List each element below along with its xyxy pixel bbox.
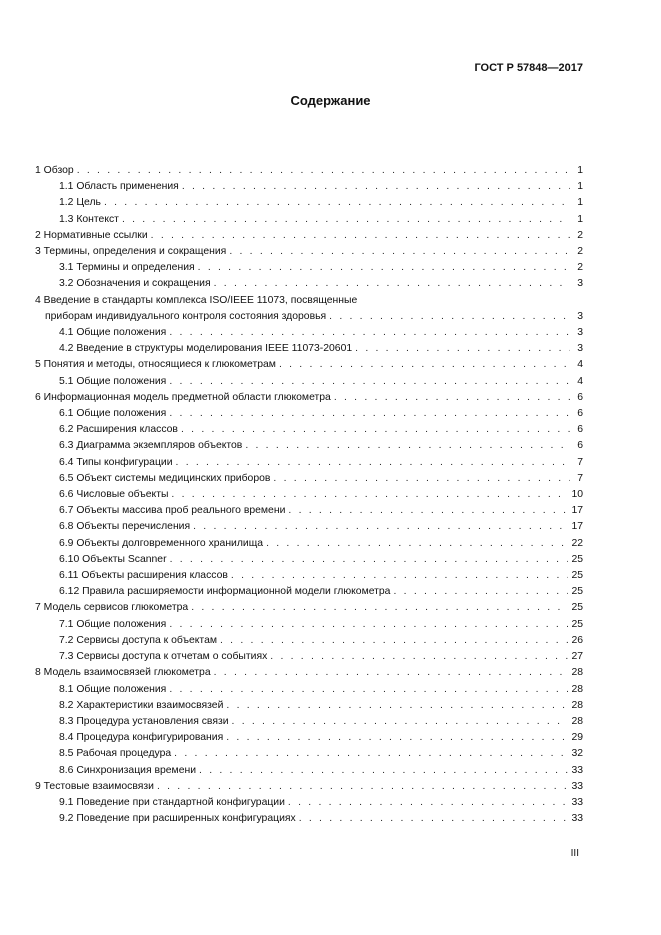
toc-entry[interactable] [35,325,583,341]
toc-entry-page: 6 [577,391,583,403]
toc-entry-page: 25 [571,586,583,598]
toc-entry-page: 25 [571,570,583,582]
toc-entry[interactable] [35,390,583,406]
dot-leader [169,406,570,422]
toc-entry[interactable] [35,698,583,714]
dot-leader [171,487,568,503]
toc-entry-page: 1 [577,213,583,225]
dot-leader [182,179,570,195]
toc-entry[interactable] [35,406,583,422]
toc-entry-page: 25 [571,602,583,614]
toc-entry-title: 9.2 Поведение при расширенных конфигурациях [59,813,296,825]
toc-entry-page: 33 [571,764,583,776]
toc-entry-page: 4 [577,375,583,387]
toc-entry-page: 17 [571,505,583,517]
toc-entry-page: 1 [577,197,583,209]
toc-entry-title: 7.2 Сервисы доступа к объектам [59,634,217,646]
toc-entry[interactable] [35,357,583,373]
toc-entry[interactable] [35,260,583,276]
dot-leader [198,260,570,276]
dot-leader [169,374,570,390]
toc-entry[interactable] [35,665,583,681]
toc-entry-page: 3 [577,278,583,290]
toc-entry-title: 2 Нормативные ссылки [35,229,148,241]
toc-entry-title: 1.2 Цель [59,197,101,209]
toc-entry-title: 6.1 Общие положения [59,408,167,420]
toc-entry-title: 1.1 Область применения [59,181,179,193]
toc-entry-page: 33 [571,780,583,792]
toc-entry[interactable] [35,195,583,211]
dot-leader [122,212,570,228]
dot-leader [288,503,568,519]
dot-leader [181,422,570,438]
toc-entry[interactable] [35,746,583,762]
toc-entry-title: 6.4 Типы конфигурации [59,456,173,468]
toc-entry-multiline[interactable] [35,293,583,325]
dot-leader [193,519,568,535]
toc-entry-title: 8.4 Процедура конфигурирования [59,732,224,744]
toc-entry-page: 1 [577,181,583,193]
toc-entry[interactable] [35,179,583,195]
toc-entry-title: 6.9 Объекты долговременного хранилища [59,537,264,549]
toc-entry-title: 5 Понятия и методы, относящиеся к глюкометрам [35,359,276,371]
page-number: III [570,848,579,859]
dot-leader [270,649,568,665]
dot-leader [151,228,570,244]
table-of-contents [35,163,583,827]
dot-leader [334,390,570,406]
dot-leader [174,746,568,762]
toc-entry[interactable] [35,714,583,730]
dot-leader [104,195,570,211]
toc-entry-title: 6.11 Объекты расширения классов [59,570,228,582]
toc-entry[interactable] [35,212,583,228]
toc-entry-title: 7 Модель сервисов глюкометра [35,602,189,614]
toc-entry-title: 3 Термины, определения и сокращения [35,246,227,258]
toc-entry-page: 1 [577,165,583,176]
toc-entry-page: 25 [571,618,583,630]
toc-entry-page: 33 [571,796,583,808]
dot-leader [169,682,568,698]
toc-entry-page: 29 [571,732,583,744]
toc-entry[interactable] [35,552,583,568]
dot-leader [191,600,568,616]
dot-leader [273,471,570,487]
toc-entry[interactable] [35,617,583,633]
dot-leader [169,617,568,633]
toc-entry-page: 6 [577,440,583,452]
toc-entry[interactable] [35,422,583,438]
toc-entry-title: 8.2 Характеристики взаимосвязей [59,699,224,711]
toc-entry-page: 26 [571,634,583,646]
document-header: ГОСТ Р 57848—2017 [474,62,583,74]
dot-leader [329,309,570,325]
dot-leader [229,244,570,260]
toc-entry-page: 28 [571,715,583,727]
toc-entry-page: 28 [571,683,583,695]
toc-entry[interactable] [35,649,583,665]
toc-entry-page: 3 [577,310,583,322]
toc-entry-title: 6.5 Объект системы медицинских приборов [59,472,271,484]
toc-entry-title: 8 Модель взаимосвязей глюкометра [35,667,211,679]
dot-leader [393,584,568,600]
toc-entry-page: 3 [577,327,583,339]
toc-entry-page: 2 [577,246,583,258]
toc-entry[interactable] [35,763,583,779]
toc-entry-title: 4 Введение в стандарты комплекса ISO/IEEE 11073, посвященные [35,294,358,306]
dot-leader [266,536,568,552]
dot-leader [77,163,570,179]
toc-entry-page: 7 [577,472,583,484]
dot-leader [288,795,569,811]
toc-entry-page: 27 [571,651,583,663]
toc-entry-page: 32 [571,748,583,760]
dot-leader [170,552,569,568]
toc-entry-page: 25 [571,553,583,565]
toc-entry-title: 3.1 Термины и определения [59,262,195,274]
toc-entry-title: 8.3 Процедура установления связи [59,715,229,727]
toc-entry-title: 7.3 Сервисы доступа к отчетам о событиях [59,651,268,663]
toc-entry[interactable] [35,779,583,795]
dot-leader [157,779,568,795]
toc-entry[interactable] [35,633,583,649]
dot-leader [245,438,570,454]
toc-entry-title: 6.2 Расширения классов [59,424,178,436]
toc-entry-title: 1.3 Контекст [59,213,119,225]
toc-entry-title: 6.6 Числовые объекты [59,489,169,501]
toc-entry-title: 8.5 Рабочая процедура [59,748,172,760]
toc-entry[interactable] [35,600,583,616]
dot-leader [231,568,569,584]
toc-entry-title: 3.2 Обозначения и сокращения [59,278,211,290]
toc-entry-title: 8.1 Общие положения [59,683,167,695]
toc-entry[interactable] [35,341,583,357]
toc-entry[interactable] [35,584,583,600]
toc-entry-title: 1 Обзор [35,165,74,176]
dot-leader [355,341,570,357]
toc-entry-page: 10 [571,489,583,501]
toc-entry-page: 4 [577,359,583,371]
dot-leader [169,325,570,341]
toc-entry-page: 28 [571,667,583,679]
toc-entry-title: 6.12 Правила расширяемости информационной модели глюкометра [59,586,391,598]
toc-entry[interactable] [35,374,583,390]
toc-entry-title: 9.1 Поведение при стандартной конфигурации [59,796,285,808]
toc-entry-page: 3 [577,343,583,355]
toc-entry[interactable] [35,487,583,503]
toc-entry-page: 6 [577,408,583,420]
toc-entry[interactable] [35,811,583,827]
toc-entry-page: 2 [577,229,583,241]
dot-leader [279,357,570,373]
toc-entry-title: 6.3 Диаграмма экземпляров объектов [59,440,243,452]
toc-entry[interactable] [35,536,583,552]
dot-leader [176,455,570,471]
toc-entry[interactable] [35,455,583,471]
toc-entry-page: 17 [571,521,583,533]
toc-entry[interactable] [35,568,583,584]
toc-entry[interactable] [35,276,583,292]
toc-entry-title: приборам индивидуального контроля состояния здоровья [45,310,327,322]
toc-entry[interactable] [35,795,583,811]
toc-entry-title: 6.10 Объекты Scanner [59,553,167,565]
dot-leader [214,276,570,292]
dot-leader [232,714,569,730]
toc-entry-title: 5.1 Общие положения [59,375,167,387]
toc-entry-page: 2 [577,262,583,274]
dot-leader [226,730,568,746]
toc-entry-title: 8.6 Синхронизация времени [59,764,197,776]
dot-leader [299,811,569,827]
toc-entry[interactable] [35,309,583,325]
toc-entry-title: 6.8 Объекты перечисления [59,521,191,533]
toc-entry[interactable] [35,471,583,487]
toc-entry-title: 6.7 Объекты массива проб реального времени [59,505,286,517]
toc-entry-page: 7 [577,456,583,468]
toc-entry[interactable] [35,438,583,454]
toc-entry-page: 33 [571,813,583,825]
toc-entry-title: 7.1 Общие положения [59,618,167,630]
toc-entry-title: 4.1 Общие положения [59,327,167,339]
toc-entry[interactable] [35,228,583,244]
page-title: Содержание [290,93,371,108]
toc-entry[interactable] [35,503,583,519]
toc-entry-title: 9 Тестовые взаимосвязи [35,780,154,792]
dot-leader [214,665,569,681]
toc-entry[interactable] [35,163,583,179]
toc-entry[interactable] [35,519,583,535]
toc-entry-page: 6 [577,424,583,436]
dot-leader [199,763,568,779]
toc-entry[interactable] [35,682,583,698]
toc-entry-page: 22 [571,537,583,549]
toc-entry-title: 6 Информационная модель предметной области глюкометра [35,391,331,403]
dot-leader [220,633,568,649]
dot-leader [226,698,568,714]
toc-entry[interactable] [35,730,583,746]
toc-entry-title: 4.2 Введение в структуры моделирования IEEE 11073-20601 [59,343,353,355]
toc-entry-page: 28 [571,699,583,711]
toc-entry[interactable] [35,244,583,260]
